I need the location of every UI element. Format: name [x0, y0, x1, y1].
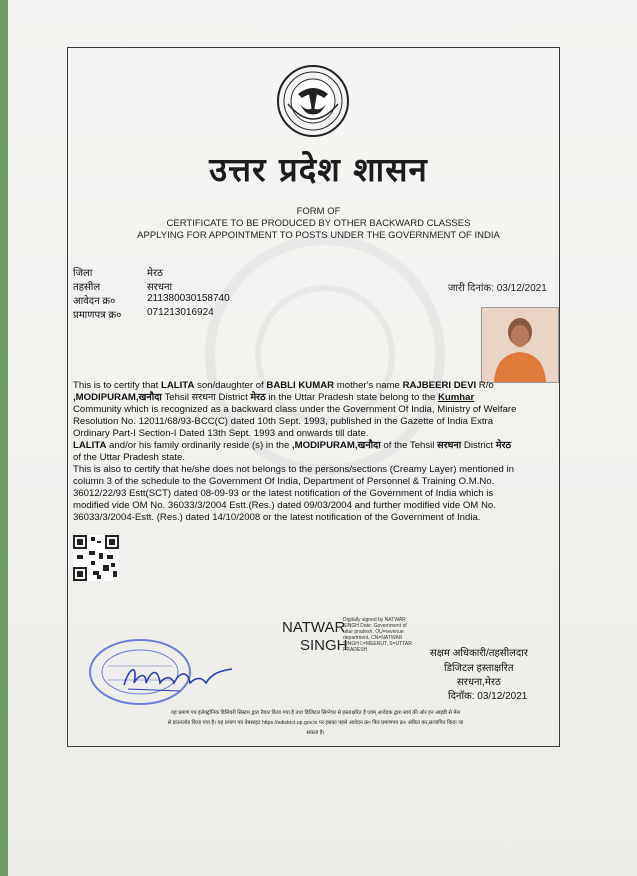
officer-location: सरधना,मेरठ: [457, 677, 501, 688]
officer-date: [448, 688, 527, 702]
issue-date-value: 03/12/2021: [496, 283, 547, 294]
tehsil-value: सरधना: [147, 282, 173, 293]
body-line-6: LALITA and/or his family ordinarily reside (s) in the ,MODIPURAM,खनौदा of the Tehsil सरधना District मेरठ: [73, 440, 512, 451]
body-line-9: column 3 of the schedule to the Government Of India, Department of Personnel & Training O.M.No.: [73, 476, 495, 487]
application-value: 211380030158740: [147, 293, 230, 304]
body-line-8: This is also to certify that he/she does not belongs to the persons/sections (Creamy Layer) mentioned in: [73, 464, 515, 475]
form-header-line2: CERTIFICATE TO BE PRODUCED BY OTHER BACKWARD CLASSES: [166, 218, 471, 229]
body-line-7: of the Uttar Pradesh state.: [73, 452, 185, 463]
tehsil-label: तहसील: [73, 282, 101, 293]
caste-name: Kumhar: [437, 392, 475, 403]
certificate-value: 071213016924: [147, 307, 214, 318]
officer-digital-signed: डिजिटल हस्ताक्षरित: [444, 663, 514, 674]
applicant-name: LALITA: [160, 380, 195, 391]
body-line-2: ,MODIPURAM,खनौदा Tehsil सरधना District मेरठ in the Uttar Pradesh state belong to the Kumhar: [73, 392, 475, 403]
officer-date-label: दिनॉक:: [448, 691, 475, 702]
issue-date-label: जारी दिनांक:: [448, 283, 494, 294]
digital-signer-first: NATWAR: [282, 619, 346, 636]
qr-code-icon: [73, 535, 119, 581]
district-label: जिला: [73, 268, 93, 279]
body-line-5: Ordinary Part-I Section-I Dated 13th Sept. 1993 and onwards till date.: [73, 428, 369, 439]
body-line-4: Resolution No. 12011/68/93-BCC(C) dated 10th Sept. 1993, published in the Gazette of India Extra: [73, 416, 494, 427]
application-label: आवेदन क्र०: [73, 296, 116, 307]
footer-line2: से डाउनलोड किया गया है। यह प्रमाण पत्र वेबसाइट https://edistrict.up.gov.in पर इसका पहले आवेदन क्र० फिर प्रमाणपत्र क्र० अंकित कर,सत्यापित किया जा: [167, 720, 464, 726]
body-line-11: modified vide OM No. 36033/3/2004 Estt.(Res.) dated 09/03/2004 and further modified vide OM No.: [73, 500, 496, 511]
footer-line1: यह प्रमाण पत्र इलेक्ट्रॉनिक डिलिवरी सिस्टम द्वारा तैयार किया गया है तथा डिजिटल सिग्नेचर से हस्ताक्षरित है एवम् आवेदक द्वारा स्वयं की ओर इन आइडी से मेल: [171, 710, 460, 716]
father-name: BABLI KUMAR: [266, 380, 335, 391]
body-line-12: 36033/3/2004-Estt. (Res.) dated 14/10/2008 or the latest notification of the Government of India.: [73, 512, 481, 523]
digital-signature-details: Digitally signed by NATWAR SINGH Date: Government of uttar pradesh, OU=revenue department, CN=NATWAR SINGH L=MEERUT, S=UTTAR PRADESH: [343, 617, 412, 653]
body-line-10: 36012/22/93 Estt(SCT) dated 08-09-93 or the latest notification of the Government of India which is: [73, 488, 494, 499]
digital-signer-last: SINGH: [300, 637, 348, 654]
issue-date: [448, 280, 547, 294]
district-value: मेरठ: [147, 268, 163, 279]
footer-line3: सकता है।: [306, 730, 325, 736]
mother-name: RAJBEERI DEVI: [402, 380, 477, 391]
handwritten-signature: [120, 655, 240, 695]
body-line-3: Community which is recognized as a backward class under the Government Of India, Ministry of Welfare: [73, 404, 517, 415]
page-title: उत्तर प्रदेश शासन: [209, 150, 428, 189]
body-line-1: This is to certify that LALITA son/daughter of BABLI KUMAR mother's name RAJBEERI DEVI R/o: [73, 380, 494, 391]
form-header-line3: APPLYING FOR APPOINTMENT TO POSTS UNDER THE GOVERNMENT OF INDIA: [137, 230, 500, 241]
scan-edge: [0, 0, 8, 876]
form-header-line1: FORM OF: [296, 206, 341, 217]
certificate-label: प्रमाणपत्र क्र०: [73, 310, 122, 321]
officer-date-value: 03/12/2021: [477, 691, 528, 702]
applicant-photo: [481, 307, 559, 383]
up-emblem-icon: [276, 64, 350, 138]
officer-designation: सक्षम अधिकारी/तहसीलदार: [430, 648, 528, 659]
